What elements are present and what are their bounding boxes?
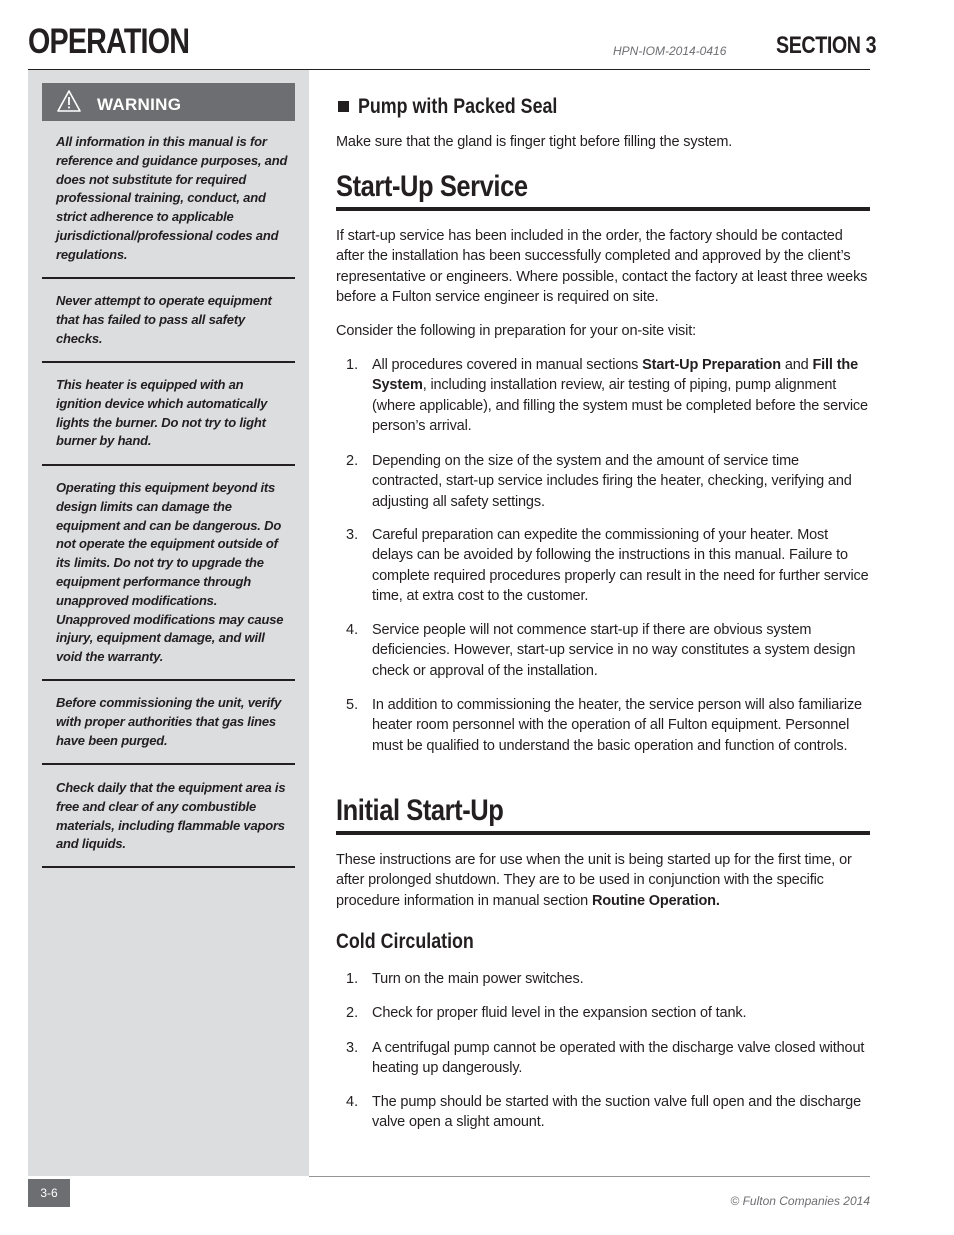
list-text: Careful preparation can expedite the commissioning of your heater. Most delays can be avoided by following the instructions in this manual. Failure to complete required procedures properly can result in the need for further service time, at extra cost to the customer. [372, 527, 869, 605]
warning-note [42, 133, 295, 279]
warning-note [42, 376, 295, 466]
list-text: In addition to commissioning the heater, the service person will also familiarize heater room personnel with the operation of all Fulton equipment. Personnel must be qualified to understand the basic operation and function of controls. [372, 697, 862, 754]
page-title: OPERATION [28, 22, 190, 61]
list-number: 1. [346, 971, 359, 987]
initial-startup-heading: Initial Start-Up [336, 794, 504, 827]
list-number: 1. [346, 357, 359, 373]
page-number: 3-6 [28, 1179, 70, 1207]
copyright: © Fulton Companies 2014 [730, 1194, 870, 1208]
footer-divider [309, 1176, 870, 1177]
list-number: 2. [346, 453, 359, 469]
list-number: 3. [346, 527, 359, 543]
warning-note-text: Operating this equipment beyond its design limits can damage the equipment and can be dangerous. Do not operate the equipment outside of its limits. Do not try to upgrade the equipment performance through unapproved modifications. Unapproved modifications may cause injury, equipment damage, and will void the warranty. [56, 480, 284, 665]
pump-heading: Pump with Packed Seal [358, 95, 558, 118]
list-text: A centrifugal pump cannot be operated with the discharge valve closed without heating up dangerously. [372, 1040, 865, 1077]
startup-service-intro: If start-up service has been included in the order, the factory should be contacted after the installation has been successfully completed and approved by the client’s representative or engineers. Where possible, contact the factory at least three weeks before a Fulton service engineer is required on site. [336, 228, 868, 306]
heading-rule [336, 207, 870, 211]
section-reference: Fill the System [372, 357, 858, 394]
startup-service-heading: Start-Up Service [336, 170, 528, 203]
warning-note [42, 479, 295, 681]
pump-text: Make sure that the gland is finger tight before filling the system. [336, 134, 733, 150]
warning-note [42, 292, 295, 363]
initial-startup-intro: These instructions are for use when the unit is being started up for the first time, or after prolonged shutdown. They are to be used in conjunction with the specific procedure information in manual section Routine Operation. [336, 852, 852, 909]
list-text: Depending on the size of the system and the amount of service time contracted, start-up service includes firing the heater, checking, verifying and adjusting all safety settings. [372, 453, 852, 510]
section-reference: Routine Operation. [591, 892, 720, 909]
list-number: 2. [346, 1005, 359, 1021]
section-reference: Start-Up Preparation [642, 357, 781, 373]
cold-circulation-heading: Cold Circulation [336, 930, 474, 953]
warning-note-text: Before commissioning the unit, verify with proper authorities that gas lines have been purged. [56, 695, 282, 748]
square-bullet-icon [338, 101, 349, 112]
list-text: The pump should be started with the suction valve full open and the discharge valve open a slight amount. [372, 1094, 862, 1131]
list-text: All procedures covered in manual sections Start-Up Preparation and Fill the System, including installation review, air testing of piping, pump alignment (where applicable), and filling the system must be completed before the service person’s arrival. [372, 357, 868, 435]
warning-note-text: All information in this manual is for reference and guidance purposes, and does not substitute for required professional training, conduct, and strict adherence to applicable jurisdictional/professional codes and regulations. [56, 134, 288, 262]
warning-note-text: Never attempt to operate equipment that has failed to pass all safety checks. [56, 293, 272, 346]
list-number: 4. [346, 622, 359, 638]
list-number: 5. [346, 697, 359, 713]
warning-header [42, 83, 295, 121]
document-code: HPN-IOM-2014-0416 [613, 44, 727, 58]
list-number: 3. [346, 1040, 359, 1056]
list-number: 4. [346, 1094, 359, 1110]
section-label: SECTION 3 [776, 32, 877, 59]
heading-rule [336, 831, 870, 835]
list-text: Turn on the main power switches. [372, 971, 584, 987]
warning-note [42, 779, 295, 868]
list-text: Check for proper fluid level in the expansion section of tank. [372, 1005, 747, 1021]
warning-note [42, 694, 295, 765]
warning-triangle-icon [56, 89, 82, 118]
warning-note-text: This heater is equipped with an ignition device which automatically lights the burner. Do not try to light burner by hand. [56, 377, 268, 449]
startup-service-consider: Consider the following in preparation for your on-site visit: [336, 323, 696, 339]
warning-label: WARNING [97, 95, 182, 114]
warning-note-text: Check daily that the equipment area is free and clear of any combustible materials, including flammable vapors and liquids. [56, 780, 286, 852]
list-text: Service people will not commence start-up if there are obvious system deficiencies. However, start-up service in no way constitutes a system design check or approval of the installation. [372, 622, 856, 679]
